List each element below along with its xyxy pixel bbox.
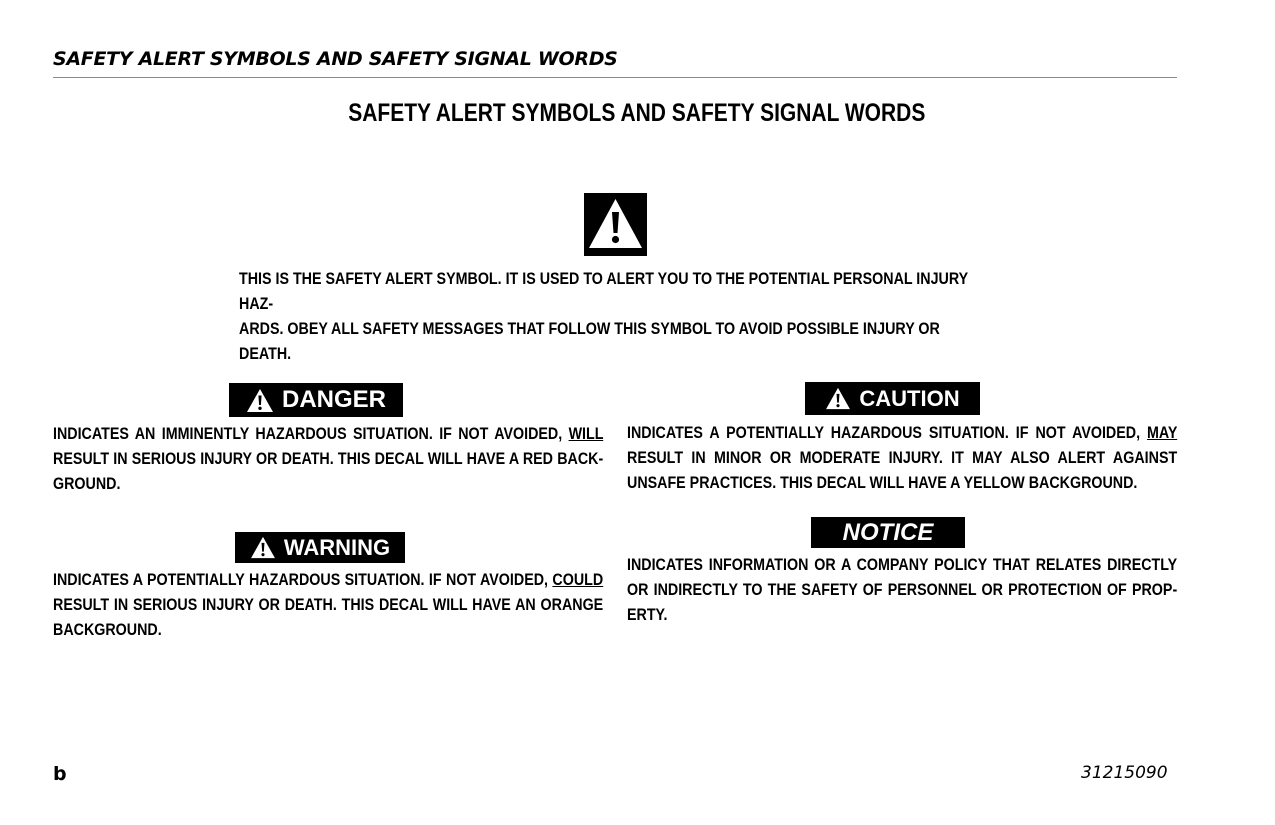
danger-emphasis: WILL bbox=[568, 424, 604, 443]
danger-text-after: RESULT IN SERIOUS INJURY OR DEATH. THIS DECAL WILL HAVE A RED BACK-GROUND. bbox=[53, 449, 604, 493]
danger-label: DANGER bbox=[281, 386, 386, 413]
notice-label: NOTICE bbox=[842, 518, 934, 546]
warning-label: WARNING bbox=[283, 534, 391, 560]
running-header: SAFETY ALERT SYMBOLS AND SAFETY SIGNAL WORDS bbox=[53, 47, 1177, 78]
page-title: SAFETY ALERT SYMBOLS AND SAFETY SIGNAL WORDS bbox=[348, 99, 926, 127]
caution-text-before: INDICATES A POTENTIALLY HAZARDOUS SITUATION. IF NOT AVOIDED, bbox=[627, 423, 1148, 442]
caution-alert-icon bbox=[825, 387, 851, 410]
warning-text-after: RESULT IN SERIOUS INJURY OR DEATH. THIS DECAL WILL HAVE AN ORANGE BACKGROUND. bbox=[53, 595, 604, 639]
danger-text-before: INDICATES AN IMMINENTLY HAZARDOUS SITUATION. IF NOT AVOIDED, bbox=[53, 424, 569, 443]
intro-text bbox=[239, 266, 978, 366]
warning-description bbox=[53, 567, 603, 642]
page-folio: b bbox=[53, 763, 67, 785]
danger-alert-icon bbox=[246, 388, 274, 413]
intro-line-1: THIS IS THE SAFETY ALERT SYMBOL. IT IS USED TO ALERT YOU TO THE POTENTIAL PERSONAL INJURY HAZ- bbox=[239, 269, 968, 313]
safety-alert-triangle-icon bbox=[584, 193, 647, 256]
caution-text-after: RESULT IN MINOR OR MODERATE INJURY. IT MAY ALSO ALERT AGAINST UNSAFE PRACTICES. THIS DECAL WILL HAVE A YELLOW BACKGROUND. bbox=[627, 448, 1178, 492]
notice-description: INDICATES INFORMATION OR A COMPANY POLICY THAT RELATES DIRECTLY OR INDIRECTLY TO THE SAFETY OF PERSONNEL OR PROTECTION OF PROP-ERTY. bbox=[627, 555, 1178, 624]
warning-emphasis: COULD bbox=[552, 570, 604, 589]
caution-banner bbox=[805, 382, 980, 415]
intro-line-2: ARDS. OBEY ALL SAFETY MESSAGES THAT FOLLOW THIS SYMBOL TO AVOID POSSIBLE INJURY OR DEATH. bbox=[239, 319, 940, 363]
notice-banner bbox=[811, 517, 965, 548]
danger-description bbox=[53, 421, 603, 496]
warning-alert-icon bbox=[250, 536, 276, 559]
caution-description bbox=[627, 420, 1177, 495]
safety-alert-symbol bbox=[584, 193, 647, 256]
warning-text-before: INDICATES A POTENTIALLY HAZARDOUS SITUATION. IF NOT AVOIDED, bbox=[53, 570, 553, 589]
caution-emphasis: MAY bbox=[1147, 423, 1178, 442]
danger-banner bbox=[229, 383, 403, 417]
document-number: 31215090 bbox=[1081, 763, 1168, 783]
warning-banner bbox=[235, 532, 405, 563]
caution-label: CAUTION bbox=[859, 385, 960, 411]
